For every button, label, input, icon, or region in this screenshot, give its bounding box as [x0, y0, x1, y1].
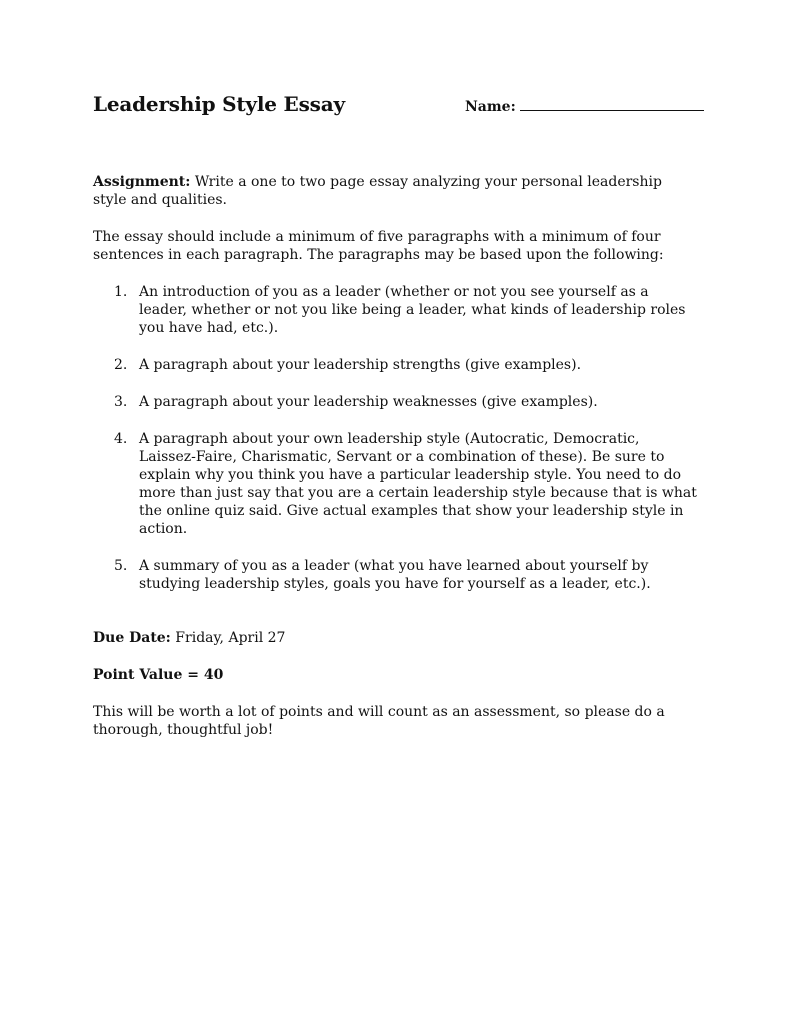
- document-header: [93, 92, 705, 122]
- closing-paragraph: This will be worth a lot of points and will count as an assessment, so please do a thorough, thoughtful job!: [93, 704, 665, 738]
- document-page: [93, 0, 705, 1024]
- point-value: Point Value = 40: [93, 667, 224, 683]
- intro-paragraph: The essay should include a minimum of five paragraphs with a minimum of four sentences in each paragraph. The paragraphs may be based upon the following:: [93, 229, 664, 263]
- list-item: [93, 430, 699, 538]
- point-value-line: [93, 666, 705, 684]
- due-date-value: Friday, April 27: [170, 630, 286, 646]
- assignment-text: Write a one to two page essay analyzing your personal leadership style and qualities.: [93, 174, 662, 208]
- list-item-number: 5.: [114, 558, 128, 574]
- name-blank-line: [520, 98, 704, 111]
- due-date-label: Due Date:: [93, 630, 171, 646]
- list-item-number: 2.: [114, 357, 128, 373]
- list-item-number: 4.: [114, 431, 128, 447]
- assignment-label: Assignment:: [93, 174, 191, 190]
- list-item-number: 3.: [114, 394, 128, 410]
- assignment-paragraph: [93, 173, 693, 209]
- page-title: Leadership Style Essay: [93, 92, 345, 116]
- requirements-list: [93, 283, 705, 612]
- list-item-text: A paragraph about your leadership weaknesses (give examples).: [139, 394, 598, 410]
- list-item-text: An introduction of you as a leader (whether or not you see yourself as a leader, whether or not you like being a leader, what kinds of leadership roles you have had, etc.).: [139, 284, 686, 336]
- due-date-line: [93, 629, 705, 647]
- list-item: [93, 557, 699, 593]
- name-label: Name:: [465, 99, 516, 115]
- list-item-text: A summary of you as a leader (what you have learned about yourself by studying leadership styles, goals you have for yourself as a leader, etc.).: [139, 558, 651, 592]
- list-item-text: A paragraph about your own leadership style (Autocratic, Democratic, Laissez-Faire, Charismatic, Servant or a combination of these). Be sure to explain why you think you have a particular leadership style. You need to do more than just say that you are a certain leadership style because that is what the online quiz said. Give actual examples that show your leadership style in action.: [139, 431, 697, 537]
- list-item-number: 1.: [114, 284, 128, 300]
- list-item: [93, 283, 699, 337]
- list-item: [93, 356, 699, 374]
- name-field: [465, 98, 704, 115]
- list-item: [93, 393, 699, 411]
- list-item-text: A paragraph about your leadership strengths (give examples).: [139, 357, 582, 373]
